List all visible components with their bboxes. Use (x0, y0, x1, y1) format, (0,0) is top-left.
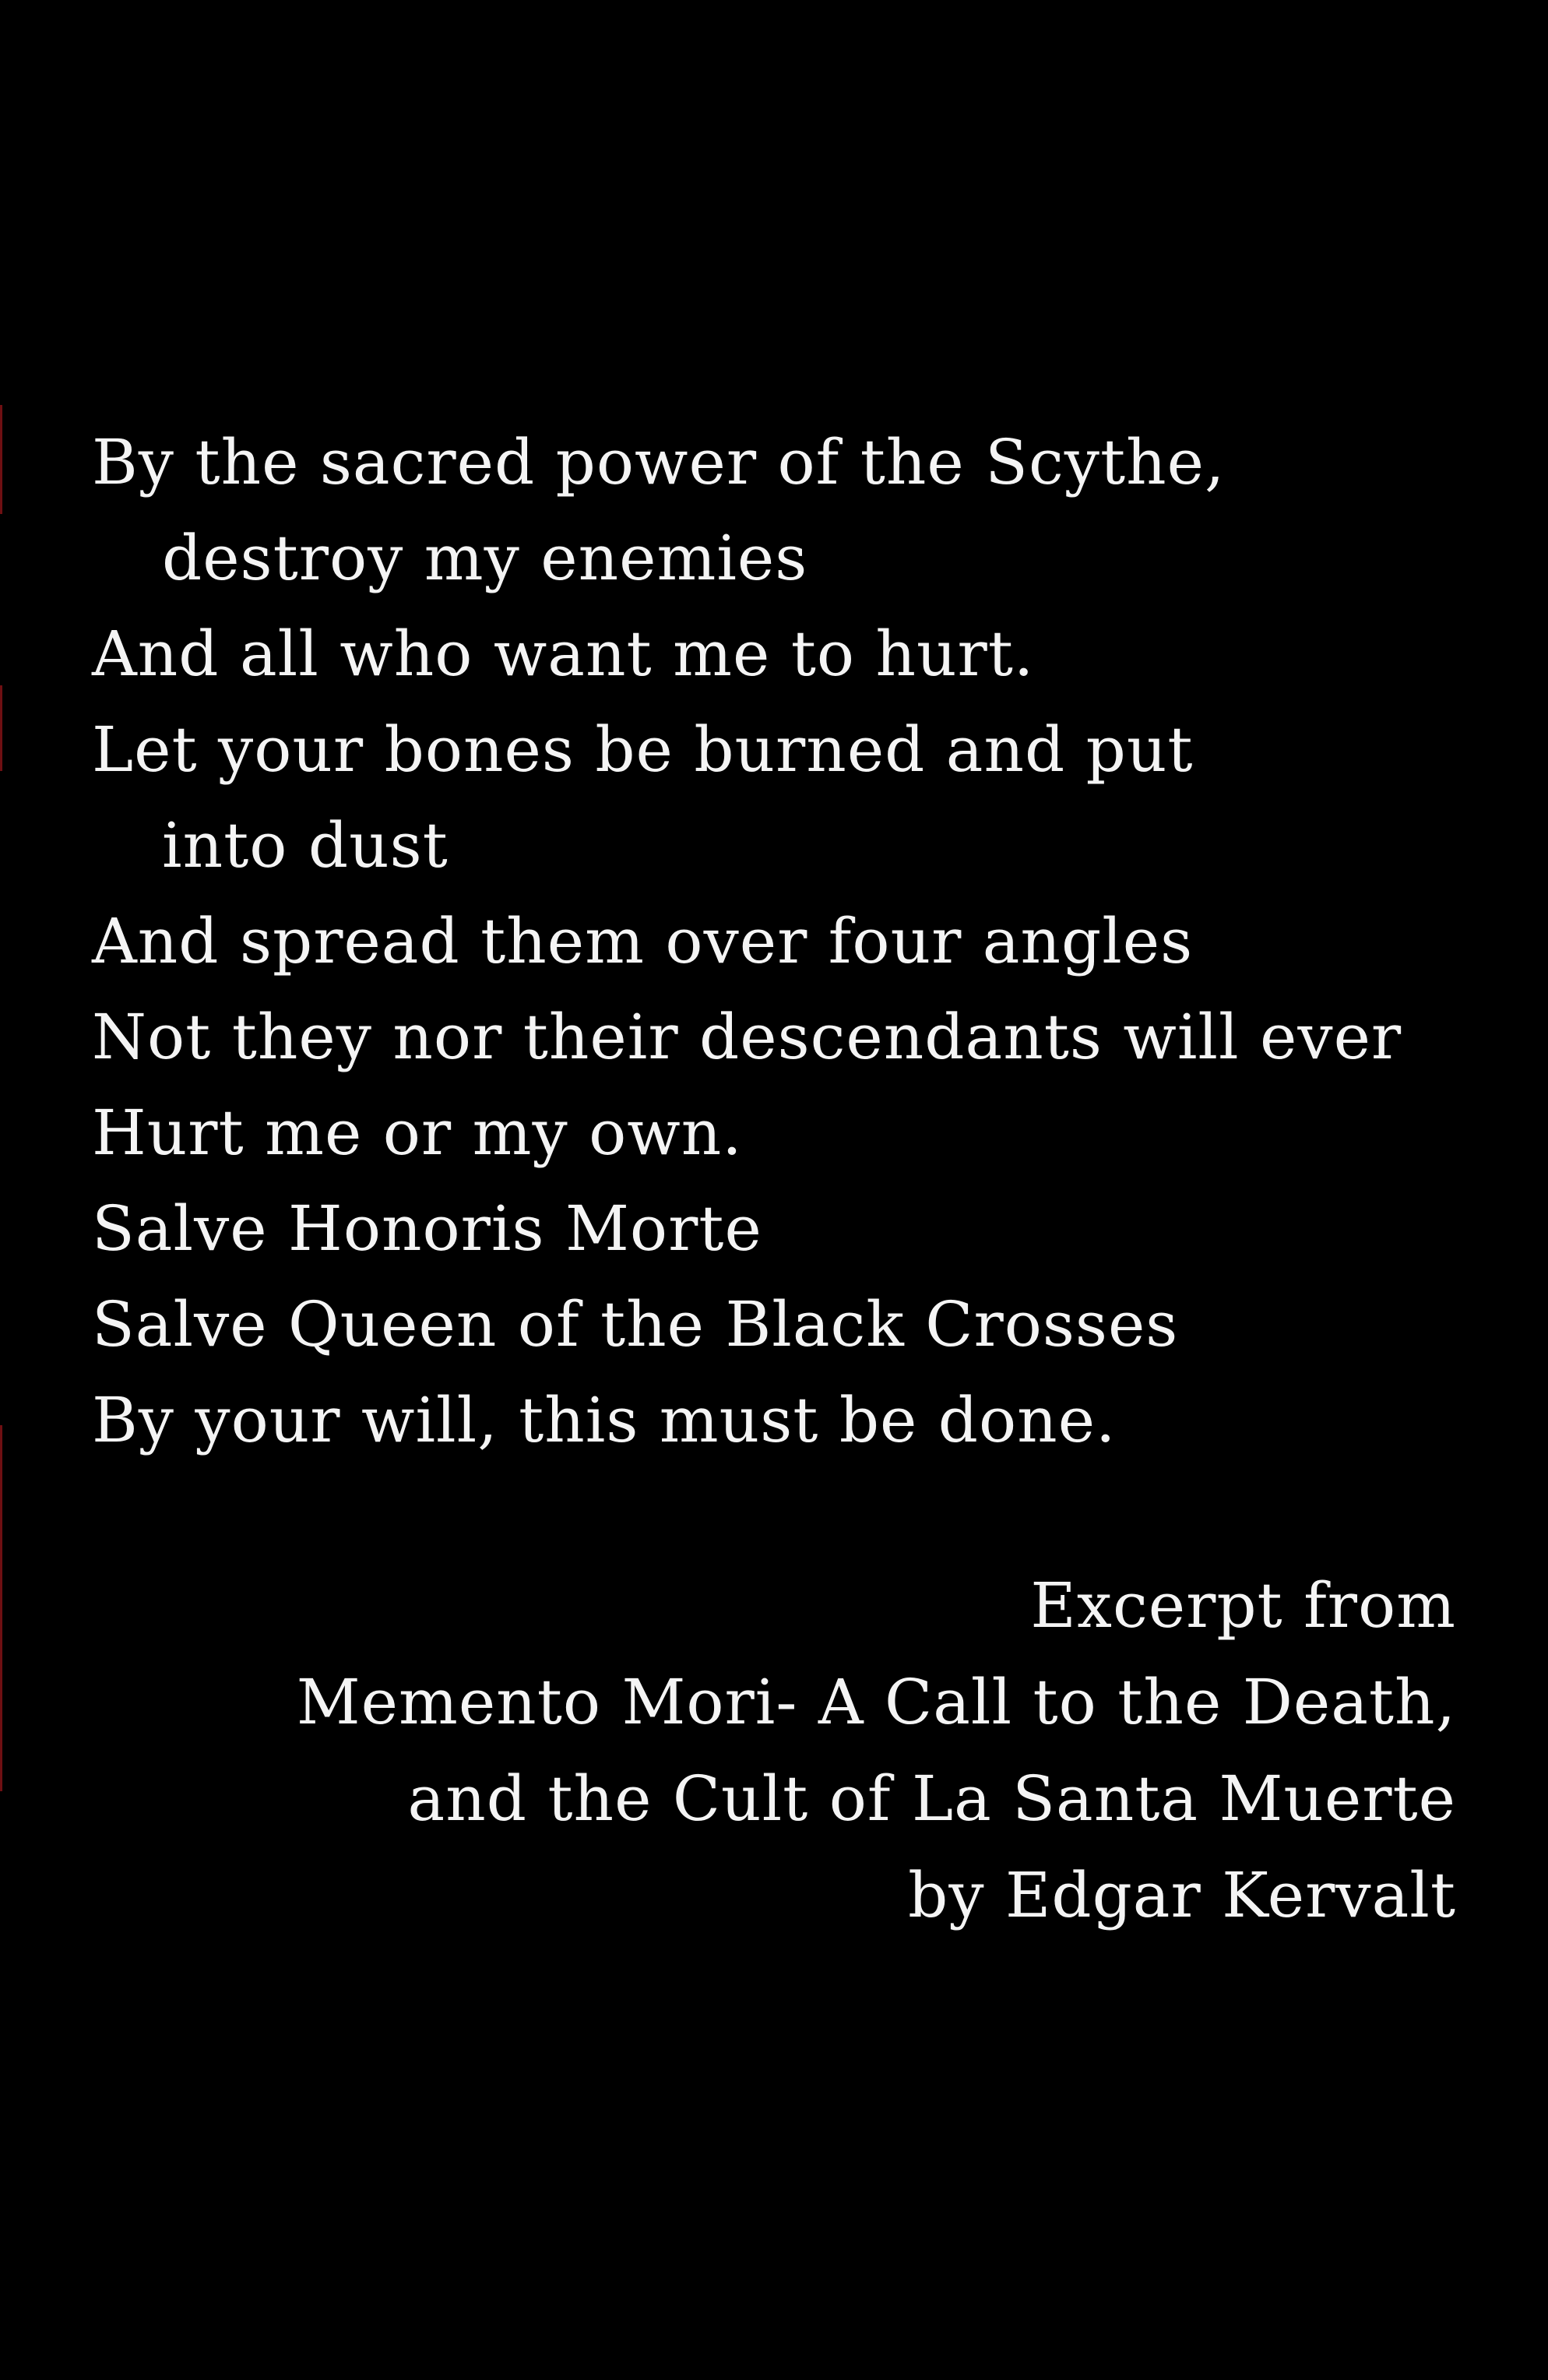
attribution (70, 1558, 1456, 1944)
attribution-line: and the Cult of La Santa Muerte (407, 1762, 1456, 1835)
attribution-line: Excerpt from (1030, 1569, 1456, 1642)
poem-line: Not they nor their descendants will ever (92, 1001, 1402, 1073)
poem-line: And all who want me to hurt. (92, 618, 1035, 690)
poem-line: By the sacred power of the Scythe, (92, 426, 1226, 498)
left-edge-mark (0, 685, 2, 771)
left-edge-mark (0, 405, 2, 514)
poem-line: Hurt me or my own. (92, 1097, 743, 1169)
attribution-line: Memento Mori- A Call to the Death, (296, 1666, 1456, 1738)
poem-text (92, 414, 1478, 1468)
poem-line: Salve Queen of the Black Crosses (92, 1288, 1179, 1361)
attribution-line: by Edgar Kervalt (908, 1859, 1456, 1931)
poem-line: destroy my enemies (162, 522, 808, 594)
left-edge-mark (0, 1425, 2, 1791)
poem-line: By your will, this must be done. (92, 1384, 1117, 1456)
poem-line: And spread them over four angles (92, 905, 1194, 977)
poem-line: into dust (162, 809, 449, 882)
poem-line: Let your bones be burned and put (92, 713, 1194, 786)
poem-line: Salve Honoris Morte (92, 1192, 762, 1265)
